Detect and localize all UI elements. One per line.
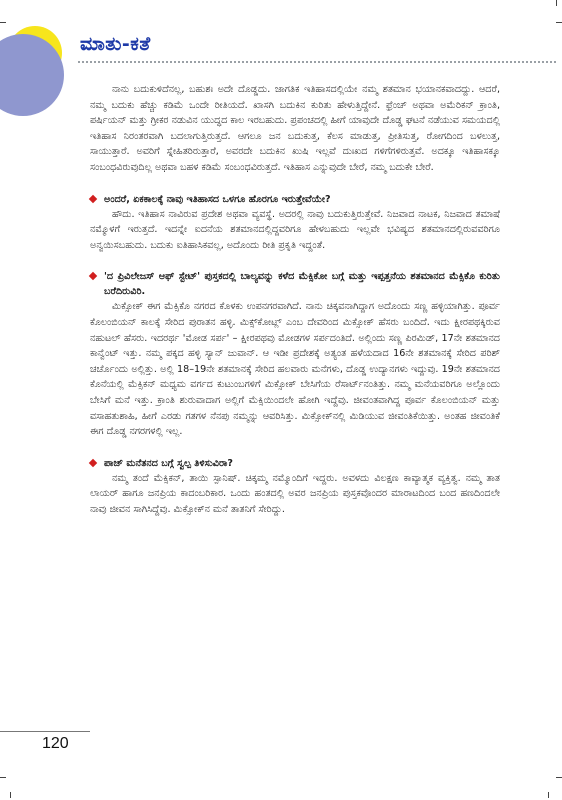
footer-rule [0, 731, 90, 732]
question-3 [90, 456, 500, 471]
article-body [90, 82, 500, 517]
answer-1: ಹೌದು. ಇತಿಹಾಸ ನಾವಿರುವ ಪ್ರದೇಶ ಅಥವಾ ವ್ಯವಸ್ಥೆ. ಅದರಲ್ಲಿ ನಾವು ಬದುಕುತ್ತಿರುತ್ತೇವೆ. ನಿಜವಾದ ನಾಟಕ, ನಿಜವಾದ ತಮಾಷೆ ನಮ್ಮೊಳಗೆ ಇರುತ್ತದೆ. ಇದನ್ನೇ ಐದನೆಯ ಶತಮಾನದಲ್ಲಿದ್ದವರಿಗೂ ಹೇಳಬಹುದು ಇಲ್ಲವೇ ಭವಿಷ್ಯದ ಶತಮಾನದಲ್ಲಿರುವವರಿಗೂ ಅನ್ವಯಿಸಬಹುದು. ಬದುಕು ಐತಿಹಾಸಿಕವಲ್ಲ, ಅದೊಂದು ರೀತಿ ಪ್ರಕೃತಿ ಇದ್ದಂತೆ. [90, 208, 500, 251]
question-text: ಪಾಜ್ ಮನೆತನದ ಬಗ್ಗೆ ಸ್ವಲ್ಪ ತಿಳಿಸುವಿರಾ? [104, 457, 233, 469]
diamond-bullet-icon [89, 272, 97, 280]
heading-dotted-rule [78, 61, 556, 63]
intro-paragraph: ನಾನು ಬದುಕುಳಿದೆನಲ್ಲ, ಬಹುಶಃ ಅದೇ ದೊಡ್ಡದು. ಜಾಗತಿಕ ಇತಿಹಾಸದಲ್ಲಿಯೇ ನಮ್ಮ ಶತಮಾನ ಭಯಾನಕವಾದದ್ದು. ಆದರೆ, ನಮ್ಮ ಬದುಕು ಹೆಚ್ಚು ಕಡಿಮೆ ಒಂದೇ ರೀತಿಯದೆ. ಖಾಸಗಿ ಬದುಕಿನ ಕುರಿತು ಹೇಳುತ್ತಿದ್ದೇನೆ. ಫ್ರೆಂಚ್ ಅಥವಾ ಅಮೆರಿಕನ್ ಕ್ರಾಂತಿ, ಪರ್ಷಿಯನ್ ಮತ್ತು ಗ್ರೀಕರ ನಡುವಿನ ಯುದ್ಧದ ಕಾಲ ಇರಬಹುದು. ಪ್ರಪಂಚದಲ್ಲಿ ಹೀಗೆ ಯಾವುದೇ ದೊಡ್ಡ ಘಟನೆ ನಡೆಯುವ ಸಮಯದಲ್ಲಿ ಇತಿಹಾಸ ನಿರಂತರವಾಗಿ ಬದಲಾಗುತ್ತಿರುತ್ತದೆ. ಆಗಲೂ ಜನ ಬದುಕುತ್ತ, ಕೆಲಸ ಮಾಡುತ್ತ, ಪ್ರೀತಿಸುತ್ತ, ರೋಗದಿಂದ ಬಳಲುತ್ತ, ಸಾಯುತ್ತಾರೆ. ಅವರಿಗೆ ಸ್ನೇಹಿತರಿರುತ್ತಾರೆ, ಅವರದೇ ಬದುಕಿನ ಖುಷಿ ಇಲ್ಲವೆ ದುಃಖದ ಗಳಿಗೆಗಳಿರುತ್ತವೆ. ಅದಕ್ಕೂ ಇತಿಹಾಸಕ್ಕೂ ಸಂಬಂಧವಿರುವುದಿಲ್ಲ ಅಥವಾ ಬಹಳ ಕಡಿಮೆ ಸಂಬಂಧವಿರುತ್ತದೆ. ಇತಿಹಾಸ ಎನ್ನುವುದೇ ಬೇರೆ, ನಮ್ಮ ಬದುಕೇ ಬೇರೆ. [90, 84, 500, 173]
crop-mark [556, 777, 562, 778]
page-number: 120 [42, 735, 69, 752]
crop-mark [556, 0, 557, 6]
crop-mark [10, 792, 11, 798]
question-1 [90, 192, 500, 207]
diamond-bullet-icon [89, 194, 97, 202]
answer-2: ಮಿಕ್ಸೋಕ್ ಈಗ ಮೆಕ್ಸಿಕೊ ನಗರದ ಕೊಳಕು ಉಪನಗರವಾಗಿದೆ. ನಾನು ಚಿಕ್ಕವನಾಗಿದ್ದಾಗ ಅದೊಂದು ಸಣ್ಣ ಹಳ್ಳಿಯಾಗಿತ್ತು. ಪೂರ್ವ ಕೊಲಂಬಿಯನ್ ಕಾಲಕ್ಕೆ ಸೇರಿದ ಪುರಾತನ ಹಳ್ಳಿ. ಮಿಕ್ಸ್‌ಕೋಟ್ಲ್ ಎಂಬ ದೇವರಿಂದ ಮಿಕ್ಸೋಕ್ ಹೆಸರು ಬಂದಿದೆ. ಇದು ಕ್ಷೀರಪಥಕ್ಕಿರುವ ನಹುಟಲ್ ಹೆಸರು. ಇದರರ್ಥ 'ಮೋಡ ಸರ್ಪ' – ಕ್ಷೀರಪಥವು ಮೋಡಗಳ ಸರ್ಪದಂತಿದೆ. ಅಲ್ಲಿಂದು ಸಣ್ಣ ಪಿರಮಿಡ್, 17ನೇ ಶತಮಾನದ ಕಾನ್ವೆಂಟ್ ಇತ್ತು. ನಮ್ಮ ಪಕ್ಕದ ಹಳ್ಳಿ ಸ್ಯಾನ್ ಜುವಾನ್. ಆ ಇಡೀ ಪ್ರದೇಶಕ್ಕೆ ಅತ್ಯಂತ ಹಳೆಯದಾದ 16ನೇ ಶತಮಾನಕ್ಕೆ ಸೇರಿದ ಪರಿಶ್ ಚರ್ಚೊಂದು ಅಲ್ಲಿತ್ತು. ಅಲ್ಲಿ 18–19ನೇ ಶತಮಾನಕ್ಕೆ ಸೇರಿದ ಹಲವಾರು ಮನೆಗಳು, ದೊಡ್ಡ ಉದ್ಯಾನಗಳು ಇದ್ದುವು. 19ನೇ ಶತಮಾನದ ಕೊನೆಯಲ್ಲಿ ಮೆಕ್ಸಿಕನ್ ಮಧ್ಯಮ ವರ್ಗದ ಕುಟುಂಬಗಳಿಗೆ ಮಿಕ್ಸೋಕ್ ಬೇಸಿಗೆಯ ರೆಸಾರ್ಟ್‌ನಂತಿತ್ತು. ನಮ್ಮ ಮನೆಯವರಿಗೂ ಅಲ್ಲೊಂದು ಬೇಸಿಗೆ ಮನೆ ಇತ್ತು. ಕ್ರಾಂತಿ ಶುರುವಾದಾಗ ಅಲ್ಲಿಗೆ ಮೆಕ್ಸಿಯಿಂದಲೇ ಹೋಗಿ ಇದ್ದೆವು. ಜೀವಂತವಾಗಿದ್ದ ಪೂರ್ವ ಕೊಲಂಬಿಯನ್ ಮತ್ತು ವಸಾಹತುಶಾಹಿ, ಹೀಗೆ ಎರಡು ಗತಗಳ ನೆನಪು ನಮ್ಮನ್ನು ಆವರಿಸಿತ್ತು. ಮಿಕ್ಸೋಕ್‌ನಲ್ಲಿ ಮಿಡಿಯುವ ಜೀವಂತಿಕೆಯಿತ್ತು. ಅಂತಹ ಜೀವಂತಿಕೆ ಈಗ ದೊಡ್ಡ ನಗರಗಳಲ್ಲಿ ಇಲ್ಲ. [90, 301, 500, 438]
crop-mark [556, 22, 562, 23]
section-heading: ಮಾತು-ಕತೆ [80, 33, 151, 55]
question-text: ಅಂದರೆ, ಏಕಕಾಲಕ್ಕೆ ನಾವು ಇತಿಹಾಸದ ಒಳಗೂ ಹೊರಗೂ ಇರುತ್ತೇವೆಯೇ? [104, 193, 331, 205]
crop-mark [548, 792, 549, 798]
diamond-bullet-icon [89, 458, 97, 466]
answer-3: ನಮ್ಮ ತಂದೆ ಮೆಕ್ಸಿಕನ್, ತಾಯಿ ಸ್ಪಾನಿಷ್. ಚಿಕ್ಕಮ್ಮ ನಮ್ಮೊಂದಿಗೆ ಇದ್ದರು. ಅವಳದು ವಿಲಕ್ಷಣ ಕಾವ್ಯಾತ್ಮಕ ವ್ಯಕ್ತಿತ್ವ. ನಮ್ಮ ತಾತ ಲಾಯರ್ ಹಾಗೂ ಜನಪ್ರಿಯ ಕಾದಂಬರಿಕಾರ. ಒಂದು ಹಂತದಲ್ಲಿ ಅವರ ಜನಪ್ರಿಯ ಪುಸ್ತಕವೊಂದರ ಮಾರಾಟದಿಂದ ಬಂದ ಹಣದಿಂದಲೇ ನಾವು ಜೀವನ ಸಾಗಿಸಿದ್ದೆವು. ಮಿಕ್ಸೋಕ್‌ನ ಮನೆ ತಾತನಿಗೆ ಸೇರಿದ್ದು. [90, 472, 500, 515]
crop-mark [0, 22, 6, 23]
crop-mark [0, 777, 6, 778]
question-text: 'ದ ಪ್ರಿವಿಲೇಜಸ್ ಆಫ್ ಸ್ಟೇಟ್' ಪುಸ್ತಕದಲ್ಲಿ ಬಾಲ್ಯವನ್ನು ಕಳೆದ ಮೆಕ್ಸಿಕೋ ಬಗ್ಗೆ ಮತ್ತು ಇಪ್ಪತ್ತನೆಯ ಶತಮಾನದ ಮೆಕ್ಸಿಕೊ ಕುರಿತು ಬರೆದಿರುವಿರಿ. [104, 271, 500, 298]
question-2 [90, 269, 500, 299]
